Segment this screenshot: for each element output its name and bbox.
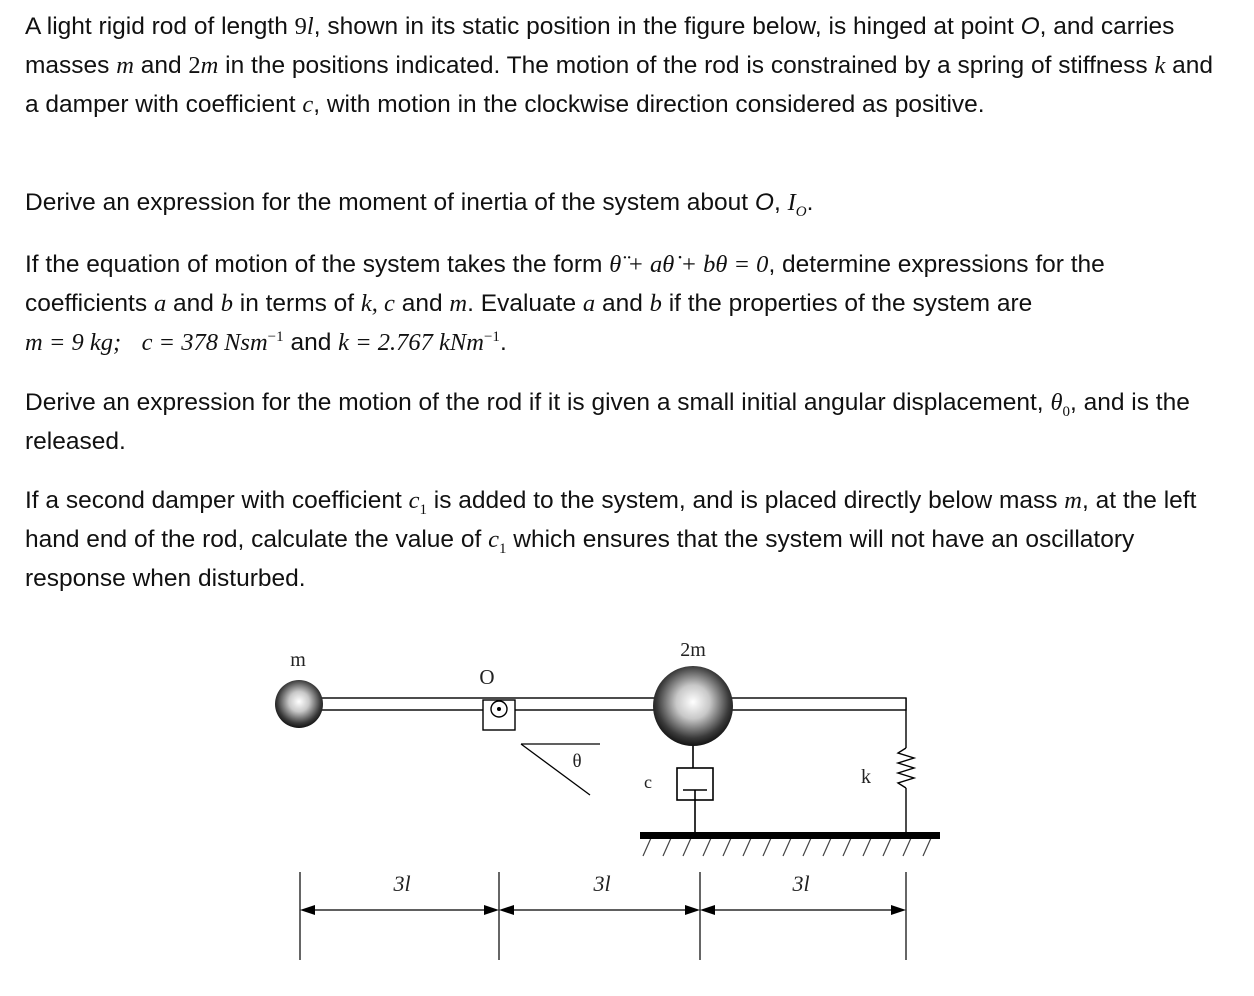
ground-hatching	[643, 838, 931, 856]
question-free-response: Derive an expression for the motion of the rod if it is given a small initial angular displacement, $\theta_0$, and is the released.	[25, 389, 1190, 455]
mass-left-label: m	[290, 649, 306, 671]
problem-intro-paragraph: A light rigid rod of length 9l, shown in its static position in the figure below, is hinged at point O, and carries masses m and 2m in the positions indicated. The motion of the rod is constrained by a spring of stiffness k and a damper with coefficient c, with motion in the clockwise direction considered as positive.	[25, 13, 1214, 118]
question-second-damper: If a second damper with coefficient $c_1$ is added to the system, and is placed directly below mass m, at the left hand end of the rod, calculate the value of $c_1$ which ensures that the system will not have an oscillatory response when disturbed.	[25, 487, 1197, 592]
dimension-mid-label: 3l	[593, 871, 611, 896]
mass-left	[275, 680, 323, 728]
damper	[677, 740, 713, 832]
hinge	[483, 700, 515, 730]
dimension-right-label: 3l	[792, 871, 810, 896]
spring	[898, 698, 914, 832]
mass-right-label: 2m	[680, 639, 706, 661]
ground	[640, 832, 940, 839]
hinge-label: O	[479, 665, 495, 689]
spring-label: k	[861, 766, 871, 788]
question-equation-of-motion: If the equation of motion of the system takes the form θ̈ + aθ̇ + bθ = 0, determine expressions for the coefficients a and b in terms of k, c and m. Evaluate a and b if the properties of the system are m = 9 kg; c = 378 Nsm$^{-1}$ and k = 2.767 kNm$^{-1}$.	[25, 251, 1105, 356]
theta-angle-indicator	[521, 744, 600, 795]
damper-label: c	[644, 772, 652, 792]
dimension-left-label: 3l	[393, 871, 411, 896]
theta-label: θ	[572, 751, 582, 772]
rigid-rod	[306, 698, 906, 710]
mass-right	[653, 666, 733, 746]
question-moment-of-inertia: Derive an expression for the moment of inertia of the system about O, $I_O$.	[25, 189, 814, 220]
